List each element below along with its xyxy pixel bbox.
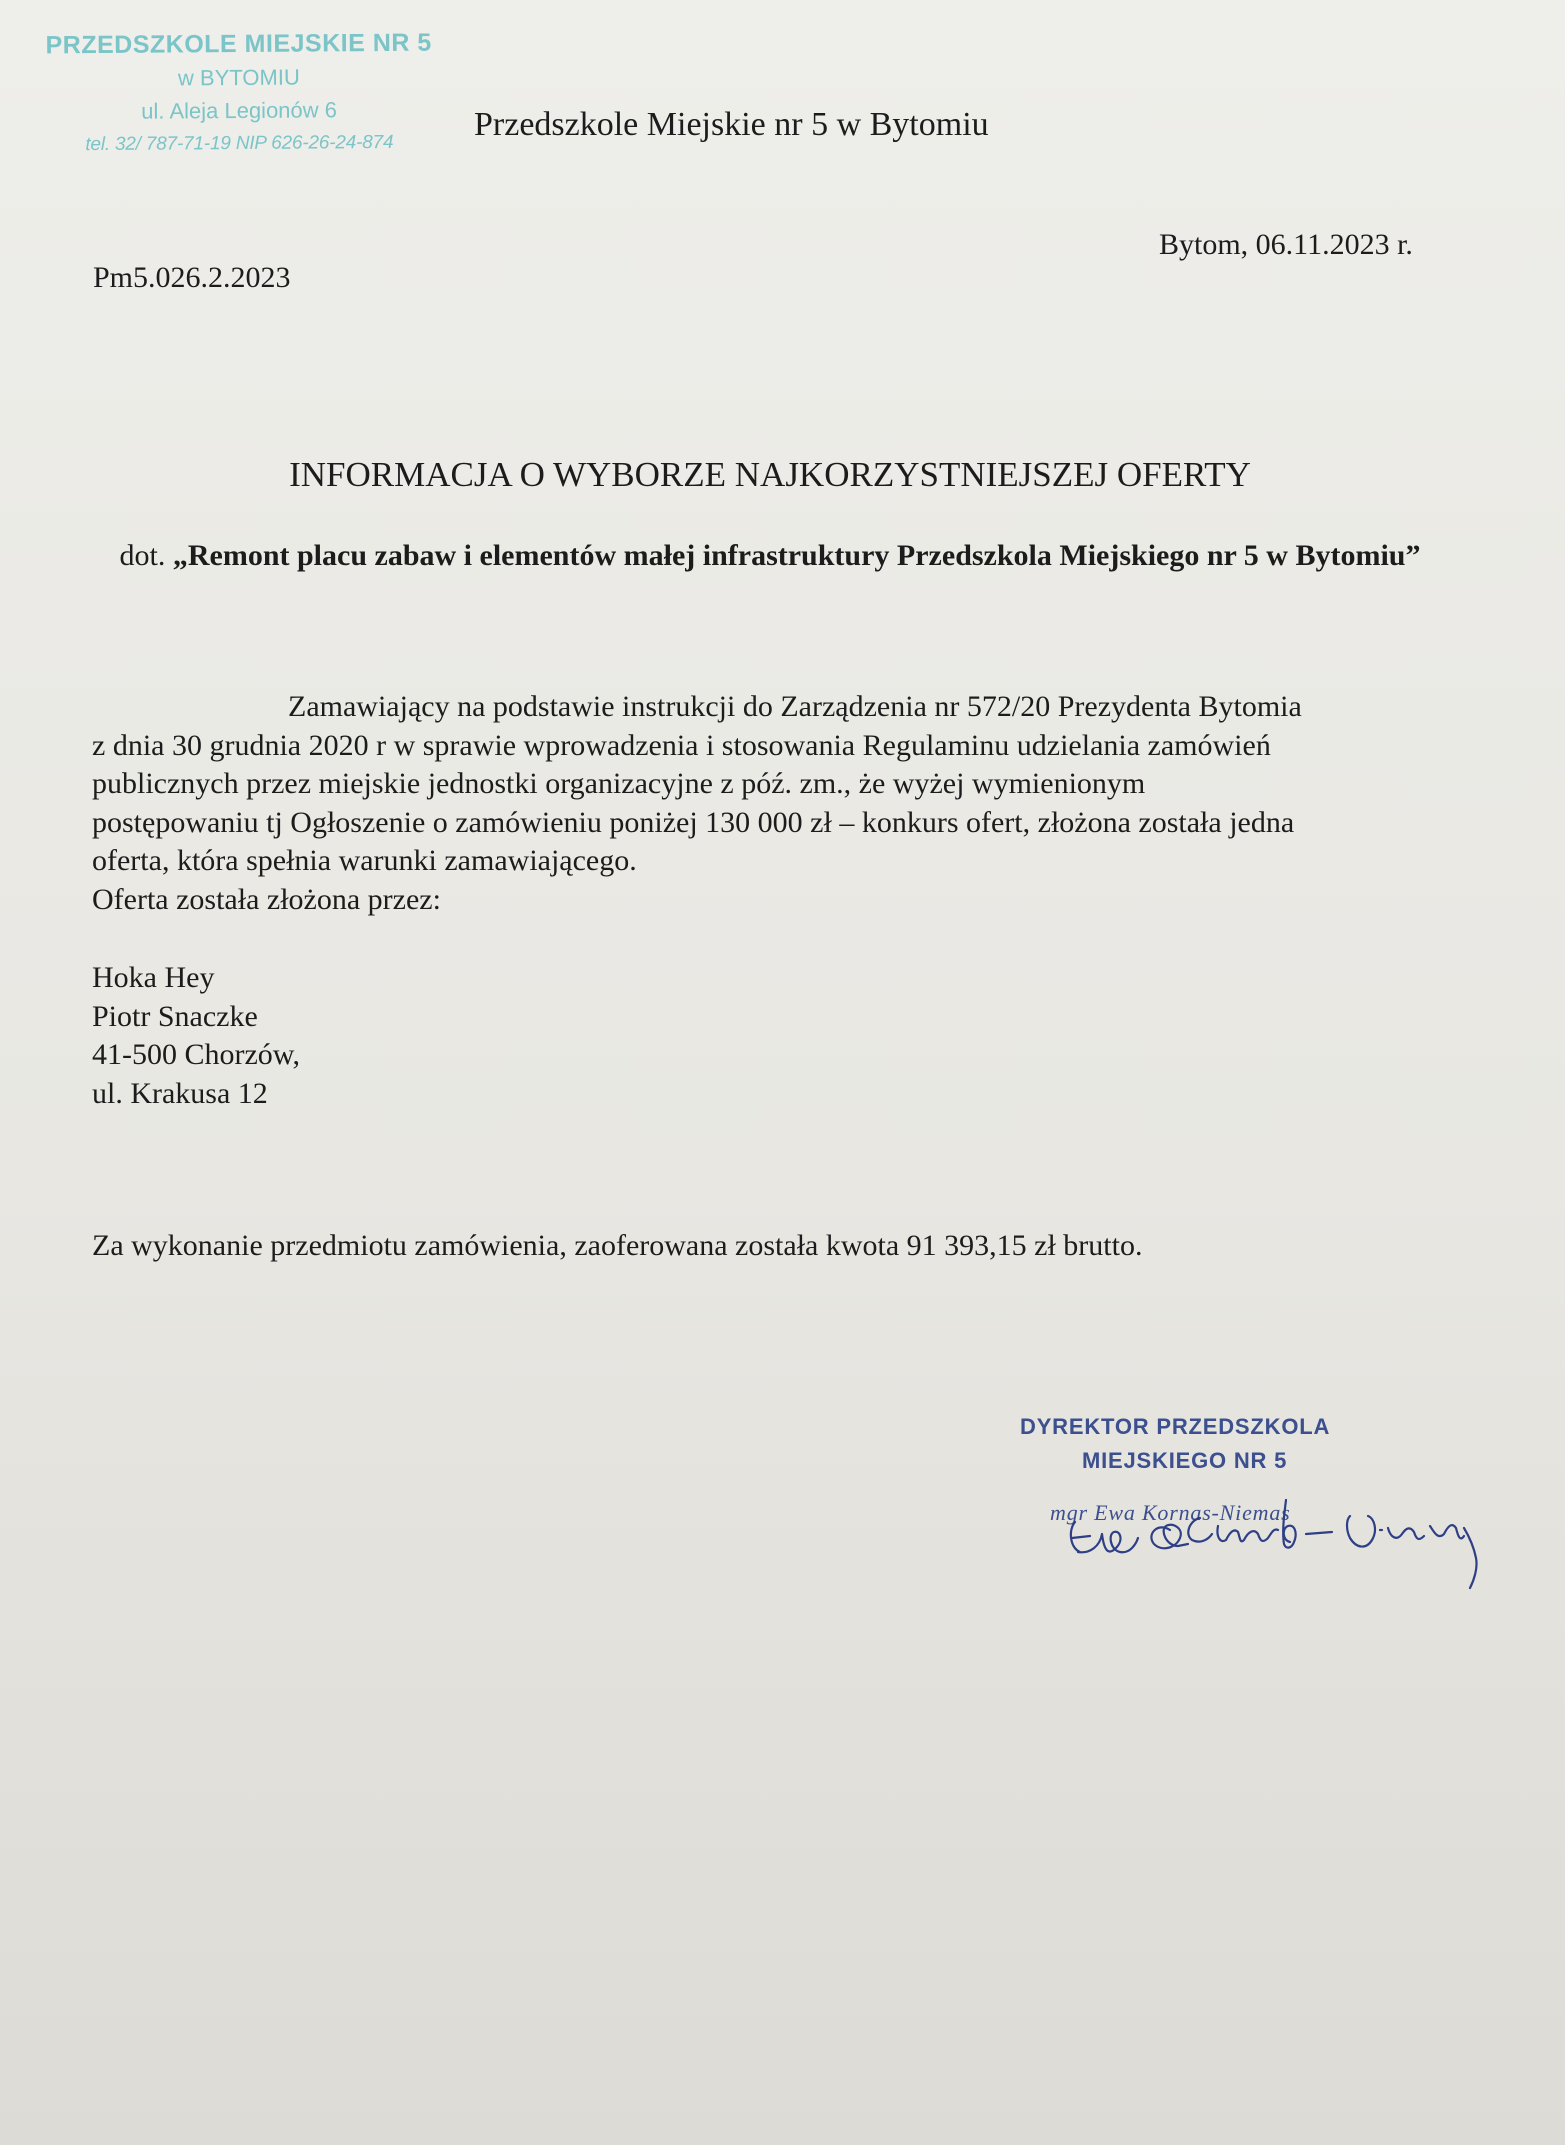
body-line: z dnia 30 grudnia 2020 r w sprawie wprowadzenia i stosowania Regulaminu udzielania zamówień [92, 728, 1271, 762]
offeror-street: ul. Krakusa 12 [92, 1076, 268, 1110]
handwritten-signature [1050, 1460, 1510, 1590]
offeror-company: Hoka Hey [92, 961, 215, 994]
director-stamp-institution: MIEJSKIEGO NR 5 [1082, 1448, 1288, 1473]
document-subject [100, 534, 1440, 577]
director-stamp-name: mgr Ewa Kornas-Niemas [1050, 1500, 1291, 1525]
document-date: Bytom, 06.11.2023 r. [1159, 228, 1413, 261]
stamp-line-address: ul. Aleja Legionów 6 [141, 97, 338, 124]
stamp-line-city: w BYTOMIU [177, 64, 300, 91]
school-name-heading: Przedszkole Miejskie nr 5 w Bytomiu [474, 106, 989, 143]
offeror-person: Piotr Snaczke [92, 999, 258, 1033]
stamp-line-school: PRZEDSZKOLE MIEJSKIE NR 5 [45, 28, 432, 60]
offer-amount: Za wykonanie przedmiotu zamówienia, zaoferowana została kwota 91 393,15 zł brutto. [92, 1229, 1143, 1262]
offeror-city: 41-500 Chorzów, [92, 1038, 301, 1071]
director-stamp-title: DYREKTOR PRZEDSZKOLA [1020, 1414, 1331, 1439]
document-title: INFORMACJA O WYBORZE NAJKORZYSTNIEJSZEJ OFERTY [289, 455, 1251, 494]
body-line: Oferta została złożona przez: [92, 882, 441, 916]
body-line: publicznych przez miejskie jednostki organizacyjne z póź. zm., że wyżej wymienionym [92, 767, 1146, 800]
stamp-line-contact: tel. 32/ 787-71-19 NIP 626-26-24-874 [85, 131, 394, 156]
body-paragraph [92, 688, 1472, 919]
body-line: oferta, która spełnia warunki zamawiającego. [92, 844, 637, 877]
subject-prefix: dot. [119, 539, 173, 572]
body-line: Zamawiający na podstawie instrukcji do Zarządzenia nr 572/20 Prezydenta Bytomia [288, 690, 1302, 723]
subject-text: „Remont placu zabaw i elementów małej infrastruktury Przedszkola Miejskiego nr 5 w Bytomiu” [172, 539, 1421, 572]
reference-number: Pm5.026.2.2023 [93, 261, 291, 294]
school-stamp [44, 27, 435, 162]
body-line: postępowaniu tj Ogłoszenie o zamówieniu poniżej 130 000 zł – konkurs ofert, złożona została jedna [92, 805, 1295, 839]
offeror-address [92, 959, 300, 1113]
